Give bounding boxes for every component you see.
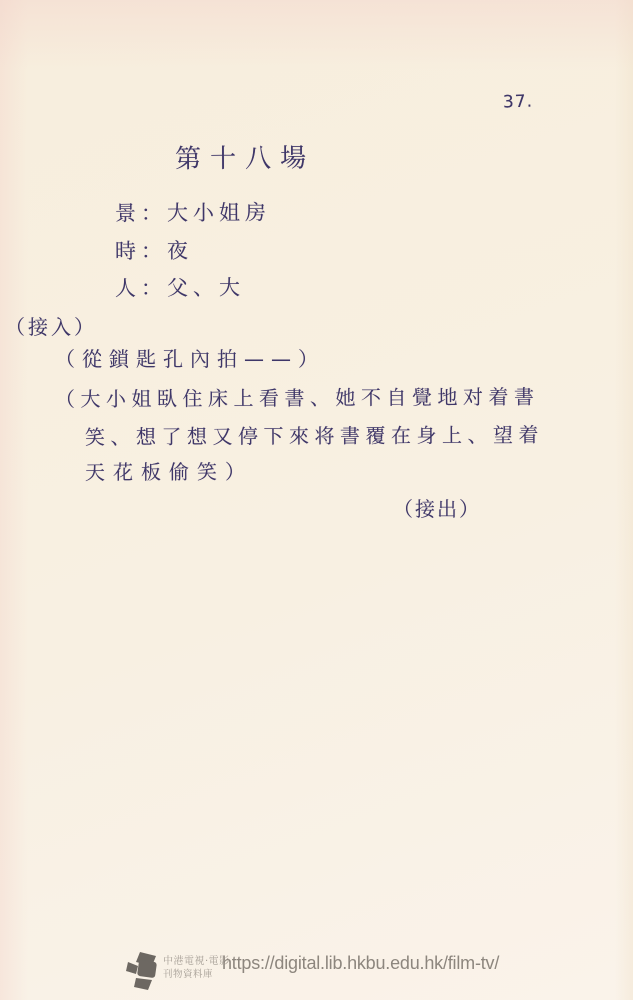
- stage-direction-line-1: （大小姐臥住床上看書、她不自覺地对着書: [54, 384, 540, 412]
- scene-time-line: 時：夜: [114, 238, 194, 264]
- cut-in-cue: （接入）: [5, 315, 97, 339]
- library-name-line2: 刊物資料庫: [163, 969, 214, 980]
- library-url: https://digital.lib.hkbu.edu.hk/film-tv/: [222, 953, 500, 973]
- scene-title: 第十八場: [174, 143, 316, 175]
- library-name: [163, 955, 230, 981]
- film-camera-icon: [126, 950, 160, 992]
- scene-location-line: 景：大小姐房: [114, 200, 272, 226]
- camera-shot-note: （從鎖匙孔內拍——）: [55, 347, 325, 371]
- stage-direction-line-3: 天花板偷笑）: [84, 459, 254, 485]
- scene-cast-line: 人：父、大: [114, 275, 246, 301]
- stage-direction-line-2: 笑、想了想又停下來将書覆在身上、望着: [84, 422, 545, 450]
- library-name-line1: 中港電視·電影: [163, 956, 230, 967]
- cut-out-cue: （接出）: [393, 497, 481, 521]
- page-number: 37.: [502, 91, 534, 113]
